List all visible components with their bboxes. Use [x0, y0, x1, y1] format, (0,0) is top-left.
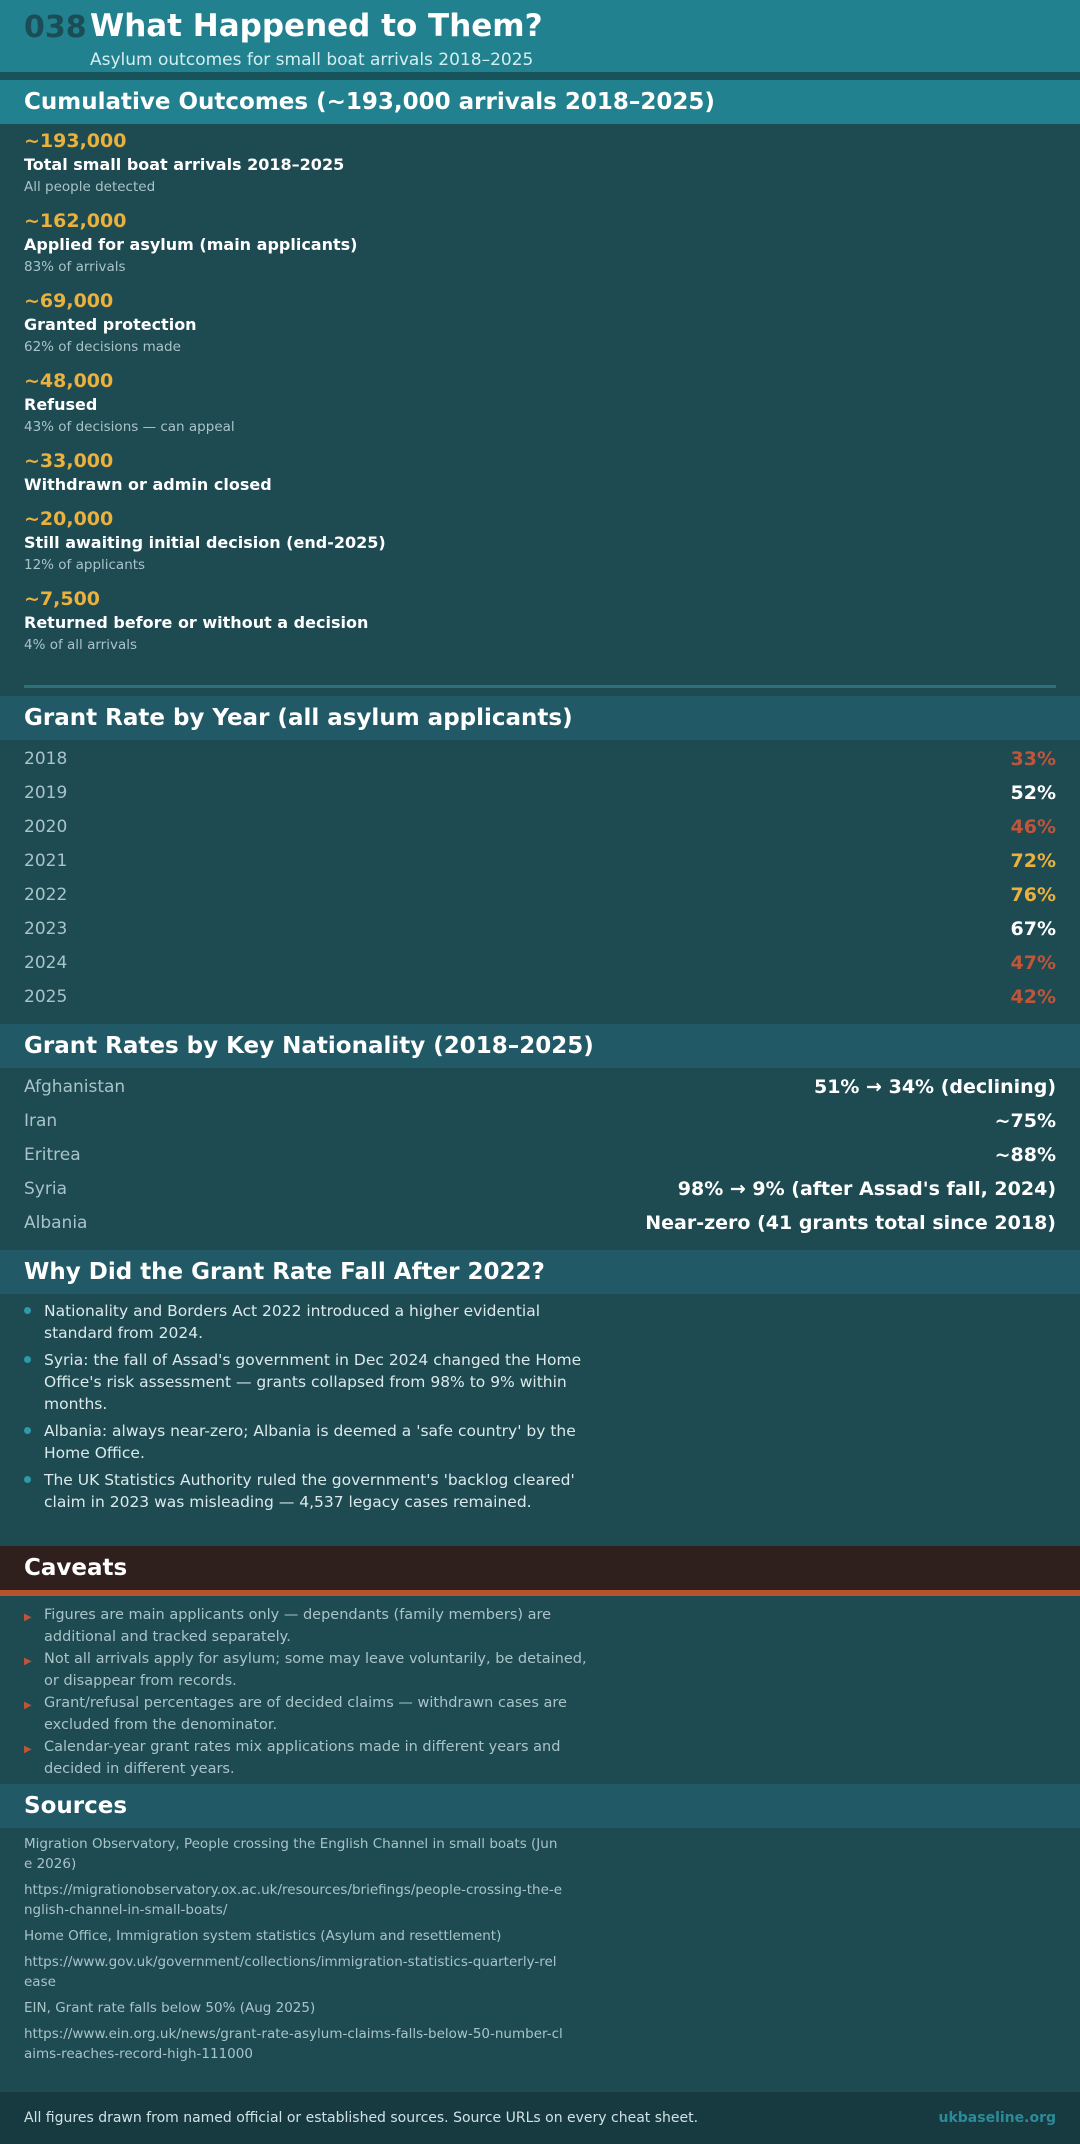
- outcome-item: [24, 506, 386, 576]
- outcome-note: 12% of applicants: [24, 557, 146, 573]
- triangle-bullet-icon: ▶: [24, 1700, 32, 1711]
- outcome-label: Applied for asylum (main applicants): [24, 235, 358, 254]
- year-label: 2025: [24, 987, 68, 1007]
- outcome-note: All people detected: [24, 179, 156, 195]
- source-url[interactable]: https://www.gov.uk/government/collections/immigration-statistics-quarterly-release: [24, 1954, 557, 1990]
- why-fall-heading: Why Did the Grant Rate Fall After 2022?: [0, 1250, 1080, 1294]
- year-row: [24, 742, 1056, 776]
- section-divider: [24, 685, 1056, 688]
- footer-site-link[interactable]: ukbaseline.org: [938, 2110, 1056, 2126]
- bullet-item: [24, 1300, 604, 1344]
- outcome-label: Refused: [24, 395, 98, 414]
- outcome-item: [24, 128, 344, 198]
- page-title: What Happened to Them?: [90, 8, 543, 44]
- year-rate: 47%: [1010, 952, 1056, 974]
- page-subtitle: Asylum outcomes for small boat arrivals 2018–2025: [90, 50, 534, 70]
- triangle-bullet-icon: ▶: [24, 1744, 32, 1755]
- year-row: [24, 878, 1056, 912]
- bullet-text: The UK Statistics Authority ruled the government's 'backlog cleared' claim in 2023 was misleading — 4,537 legacy cases remained.: [44, 1471, 575, 1511]
- year-rate: 72%: [1010, 850, 1056, 872]
- country-label: Albania: [24, 1213, 88, 1233]
- caveat-text: Grant/refusal percentages are of decided claims — withdrawn cases are excluded from the denominator.: [44, 1695, 567, 1733]
- caveat-item: [24, 1648, 604, 1692]
- bullet-item: [24, 1469, 604, 1513]
- country-label: Syria: [24, 1179, 67, 1199]
- year-rate: 67%: [1010, 918, 1056, 940]
- outcome-value: ~193,000: [24, 130, 127, 152]
- caveat-item: [24, 1736, 604, 1780]
- sources-heading: Sources: [0, 1784, 1080, 1828]
- footer-note: All figures drawn from named official or established sources. Source URLs on every cheat sheet.: [24, 2110, 699, 2126]
- outcome-note: 83% of arrivals: [24, 259, 126, 275]
- caveat-text: Calendar-year grant rates mix applications made in different years and decided in different years.: [44, 1739, 561, 1777]
- nationality-row: [24, 1070, 1056, 1104]
- outcome-item: [24, 586, 368, 656]
- outcome-label: Granted protection: [24, 315, 197, 334]
- outcome-value: ~162,000: [24, 210, 127, 232]
- bullet-text: Syria: the fall of Assad's government in Dec 2024 changed the Home Office's risk assessment — grants collapsed from 98% to 9% within months.: [44, 1351, 582, 1413]
- outcome-label: Total small boat arrivals 2018–2025: [24, 155, 345, 174]
- year-rate: 76%: [1010, 884, 1056, 906]
- outcome-note: 62% of decisions made: [24, 339, 181, 355]
- triangle-bullet-icon: ▶: [24, 1656, 32, 1667]
- outcome-value: ~69,000: [24, 290, 114, 312]
- caveat-text: Figures are main applicants only — dependants (family members) are additional and tracked separately.: [44, 1607, 552, 1645]
- outcome-item: [24, 288, 197, 358]
- year-rate: 46%: [1010, 816, 1056, 838]
- page-header: [0, 0, 1080, 80]
- source-url[interactable]: https://migrationobservatory.ox.ac.uk/resources/briefings/people-crossing-the-english-channel-in-small-boats/: [24, 1882, 563, 1918]
- year-rate: 42%: [1010, 986, 1056, 1008]
- page-footer: [0, 2092, 1080, 2144]
- country-rate: 98% → 9% (after Assad's fall, 2024): [677, 1178, 1056, 1200]
- outcome-value: ~7,500: [24, 588, 101, 610]
- year-label: 2023: [24, 919, 68, 939]
- bullet-dot-icon: [24, 1427, 31, 1434]
- bullet-dot-icon: [24, 1476, 31, 1483]
- country-rate: Near-zero (41 grants total since 2018): [645, 1212, 1056, 1234]
- year-rate: 33%: [1010, 748, 1056, 770]
- source-url[interactable]: https://www.ein.org.uk/news/grant-rate-asylum-claims-falls-below-50-number-claims-reaches-record-high-111000: [24, 2026, 563, 2062]
- outcome-value: ~20,000: [24, 508, 114, 530]
- outcome-value: ~33,000: [24, 450, 114, 472]
- grant-by-nationality-heading: Grant Rates by Key Nationality (2018–2025): [0, 1024, 1080, 1068]
- outcome-label: Withdrawn or admin closed: [24, 475, 272, 494]
- year-row: [24, 776, 1056, 810]
- year-label: 2019: [24, 783, 68, 803]
- why-fall-list: [0, 1294, 1080, 1546]
- nationality-row: [24, 1138, 1056, 1172]
- grant-by-year-heading: Grant Rate by Year (all asylum applicants): [0, 696, 1080, 740]
- bullet-item: [24, 1349, 604, 1415]
- country-label: Afghanistan: [24, 1077, 126, 1097]
- country-label: Iran: [24, 1111, 58, 1131]
- grant-by-year-list: [0, 740, 1080, 1024]
- source-citation: Migration Observatory, People crossing the English Channel in small boats (June 2026): [24, 1836, 558, 1872]
- sources-list: [0, 1828, 1080, 2064]
- year-rate: 52%: [1010, 782, 1056, 804]
- country-label: Eritrea: [24, 1145, 81, 1165]
- year-label: 2018: [24, 749, 68, 769]
- outcomes-section: [0, 124, 1080, 696]
- year-row: [24, 980, 1056, 1014]
- year-row: [24, 810, 1056, 844]
- source-citation: Home Office, Immigration system statistics (Asylum and resettlement): [24, 1928, 502, 1944]
- triangle-bullet-icon: ▶: [24, 1612, 32, 1623]
- outcomes-heading: Cumulative Outcomes (~193,000 arrivals 2018–2025): [0, 80, 1080, 124]
- grant-by-nationality-list: [0, 1068, 1080, 1250]
- bullet-item: [24, 1420, 604, 1464]
- bullet-dot-icon: [24, 1356, 31, 1363]
- country-rate: ~75%: [994, 1110, 1056, 1132]
- year-row: [24, 844, 1056, 878]
- caveat-item: [24, 1604, 604, 1648]
- year-label: 2020: [24, 817, 68, 837]
- bullet-text: Nationality and Borders Act 2022 introduced a higher evidential standard from 2024.: [44, 1302, 541, 1342]
- outcome-note: 4% of all arrivals: [24, 637, 138, 653]
- year-label: 2021: [24, 851, 68, 871]
- source-citation: EIN, Grant rate falls below 50% (Aug 2025): [24, 2000, 316, 2016]
- caveats-heading: Caveats: [0, 1546, 1080, 1590]
- sheet-number: 038: [24, 10, 87, 45]
- outcome-label: Still awaiting initial decision (end-2025): [24, 533, 386, 552]
- outcome-note: 43% of decisions — can appeal: [24, 419, 235, 435]
- caveat-item: [24, 1692, 604, 1736]
- year-label: 2024: [24, 953, 68, 973]
- country-rate: 51% → 34% (declining): [813, 1076, 1056, 1098]
- outcome-item: [24, 448, 272, 496]
- outcome-item: [24, 368, 235, 438]
- outcome-item: [24, 208, 357, 278]
- year-row: [24, 912, 1056, 946]
- nationality-row: [24, 1104, 1056, 1138]
- bullet-text: Albania: always near-zero; Albania is deemed a 'safe country' by the Home Office.: [44, 1422, 576, 1462]
- country-rate: ~88%: [994, 1144, 1056, 1166]
- outcome-value: ~48,000: [24, 370, 114, 392]
- caveats-list: [0, 1596, 1080, 1784]
- nationality-row: [24, 1206, 1056, 1240]
- year-row: [24, 946, 1056, 980]
- nationality-row: [24, 1172, 1056, 1206]
- bullet-dot-icon: [24, 1307, 31, 1314]
- outcome-label: Returned before or without a decision: [24, 613, 369, 632]
- caveat-text: Not all arrivals apply for asylum; some may leave voluntarily, be detained, or disappear from records.: [44, 1651, 587, 1689]
- year-label: 2022: [24, 885, 68, 905]
